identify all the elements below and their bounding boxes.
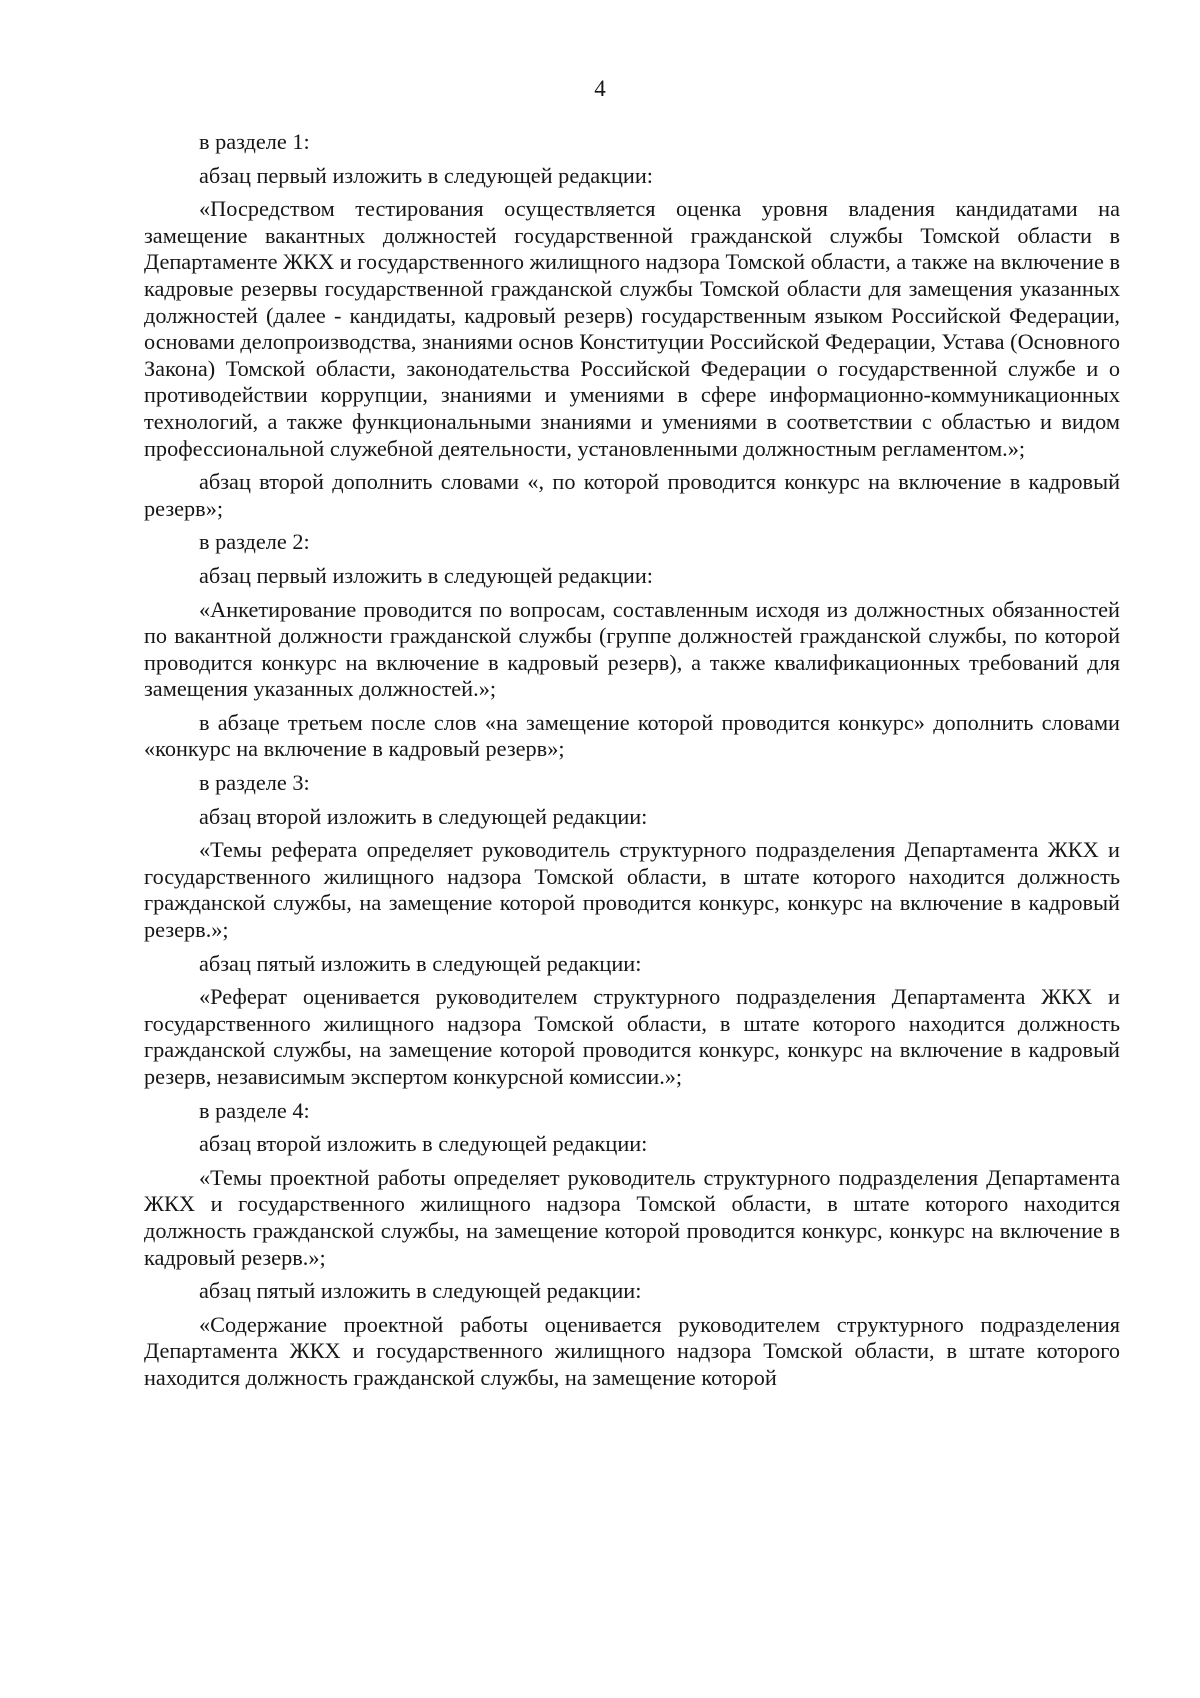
page-number: 4 (594, 76, 606, 101)
amendment-text: «Темы проектной работы определяет руководитель структурного подразделения Департамента ЖКХ и государственного жилищного надзора Томской области, в штате которого находится должность гражданской службы, на замещение которой проводится конкурс, конкурс на включение в кадровый резерв.»; (144, 1164, 1120, 1270)
section-4-heading: в разделе 4: (199, 1097, 310, 1123)
amendment-text: «Темы реферата определяет руководитель структурного подразделения Департамента ЖКХ и государственного жилищного надзора Томской области, в штате которого находится должность гражданской службы, на замещение которой проводится конкурс, конкурс на включение в кадровый резерв.»; (144, 837, 1120, 943)
amendment-instruction: абзац первый изложить в следующей редакции: (199, 162, 653, 188)
amendment-instruction: абзац второй изложить в следующей редакции: (199, 1131, 648, 1157)
amendment-text: «Посредством тестирования осуществляется оценка уровня владения кандидатами на замещение вакантных должностей государственной гражданской службы Томской области в Департаменте ЖКХ и государственного жилищного надзора Томской области, а также на включение в кадровые резервы государственной гражданской службы Томской области для замещения указанных должностей (далее - кандидаты, кадровый резерв) государственным языком Российской Федерации, основами делопроизводства, знаниями основ Конституции Российской Федерации, Устава (Основного Закона) Томской области, законодательства Российской Федерации о государственной службе и о противодействии коррупции, знаниями и умениями в сфере информационно-коммуникационных технологий, а также функциональными знаниями и умениями в соответствии с областью и видом профессиональной служебной деятельности, установленными должностным регламентом.»; (144, 196, 1120, 461)
amendment-text: «Анкетирование проводится по вопросам, составленным исходя из должностных обязанностей по вакантной должности гражданской службы (группе должностей гражданской службы, по которой проводится конкурс на включение в кадровый резерв), а также квалификационных требований для замещения указанных должностей.»; (144, 596, 1120, 702)
section-1-heading: в разделе 1: (199, 129, 310, 154)
amendment-text: «Содержание проектной работы оценивается руководителем структурного подразделения Департамента ЖКХ и государственного жилищного надзора Томской области, в штате которого находится должность гражданской службы, на замещение которой (144, 1311, 1120, 1390)
section-2-heading: в разделе 2: (199, 529, 310, 555)
amendment-instruction: в абзаце третьем после слов «на замещение которой проводится конкурс» дополнить словами «конкурс на включение в кадровый резерв»; (144, 709, 1120, 762)
section-3-heading: в разделе 3: (199, 770, 310, 796)
amendment-instruction: абзац второй дополнить словами «, по которой проводится конкурс на включение в кадровый резерв»; (144, 469, 1120, 521)
amendment-instruction: абзац пятый изложить в следующей редакции: (199, 1278, 642, 1304)
amendment-instruction: абзац второй изложить в следующей редакции: (199, 803, 648, 829)
amendment-instruction: абзац пятый изложить в следующей редакции: (199, 950, 642, 976)
amendment-text: «Реферат оценивается руководителем структурного подразделения Департамента ЖКХ и государственного жилищного надзора Томской области, в штате которого находится должность гражданской службы, на замещение которой проводится конкурс, конкурс на включение в кадровый резерв, независимым экспертом конкурсной комиссии.»; (144, 984, 1120, 1089)
amendment-instruction: абзац первый изложить в следующей редакции: (199, 562, 653, 588)
document-body (144, 129, 1120, 1399)
